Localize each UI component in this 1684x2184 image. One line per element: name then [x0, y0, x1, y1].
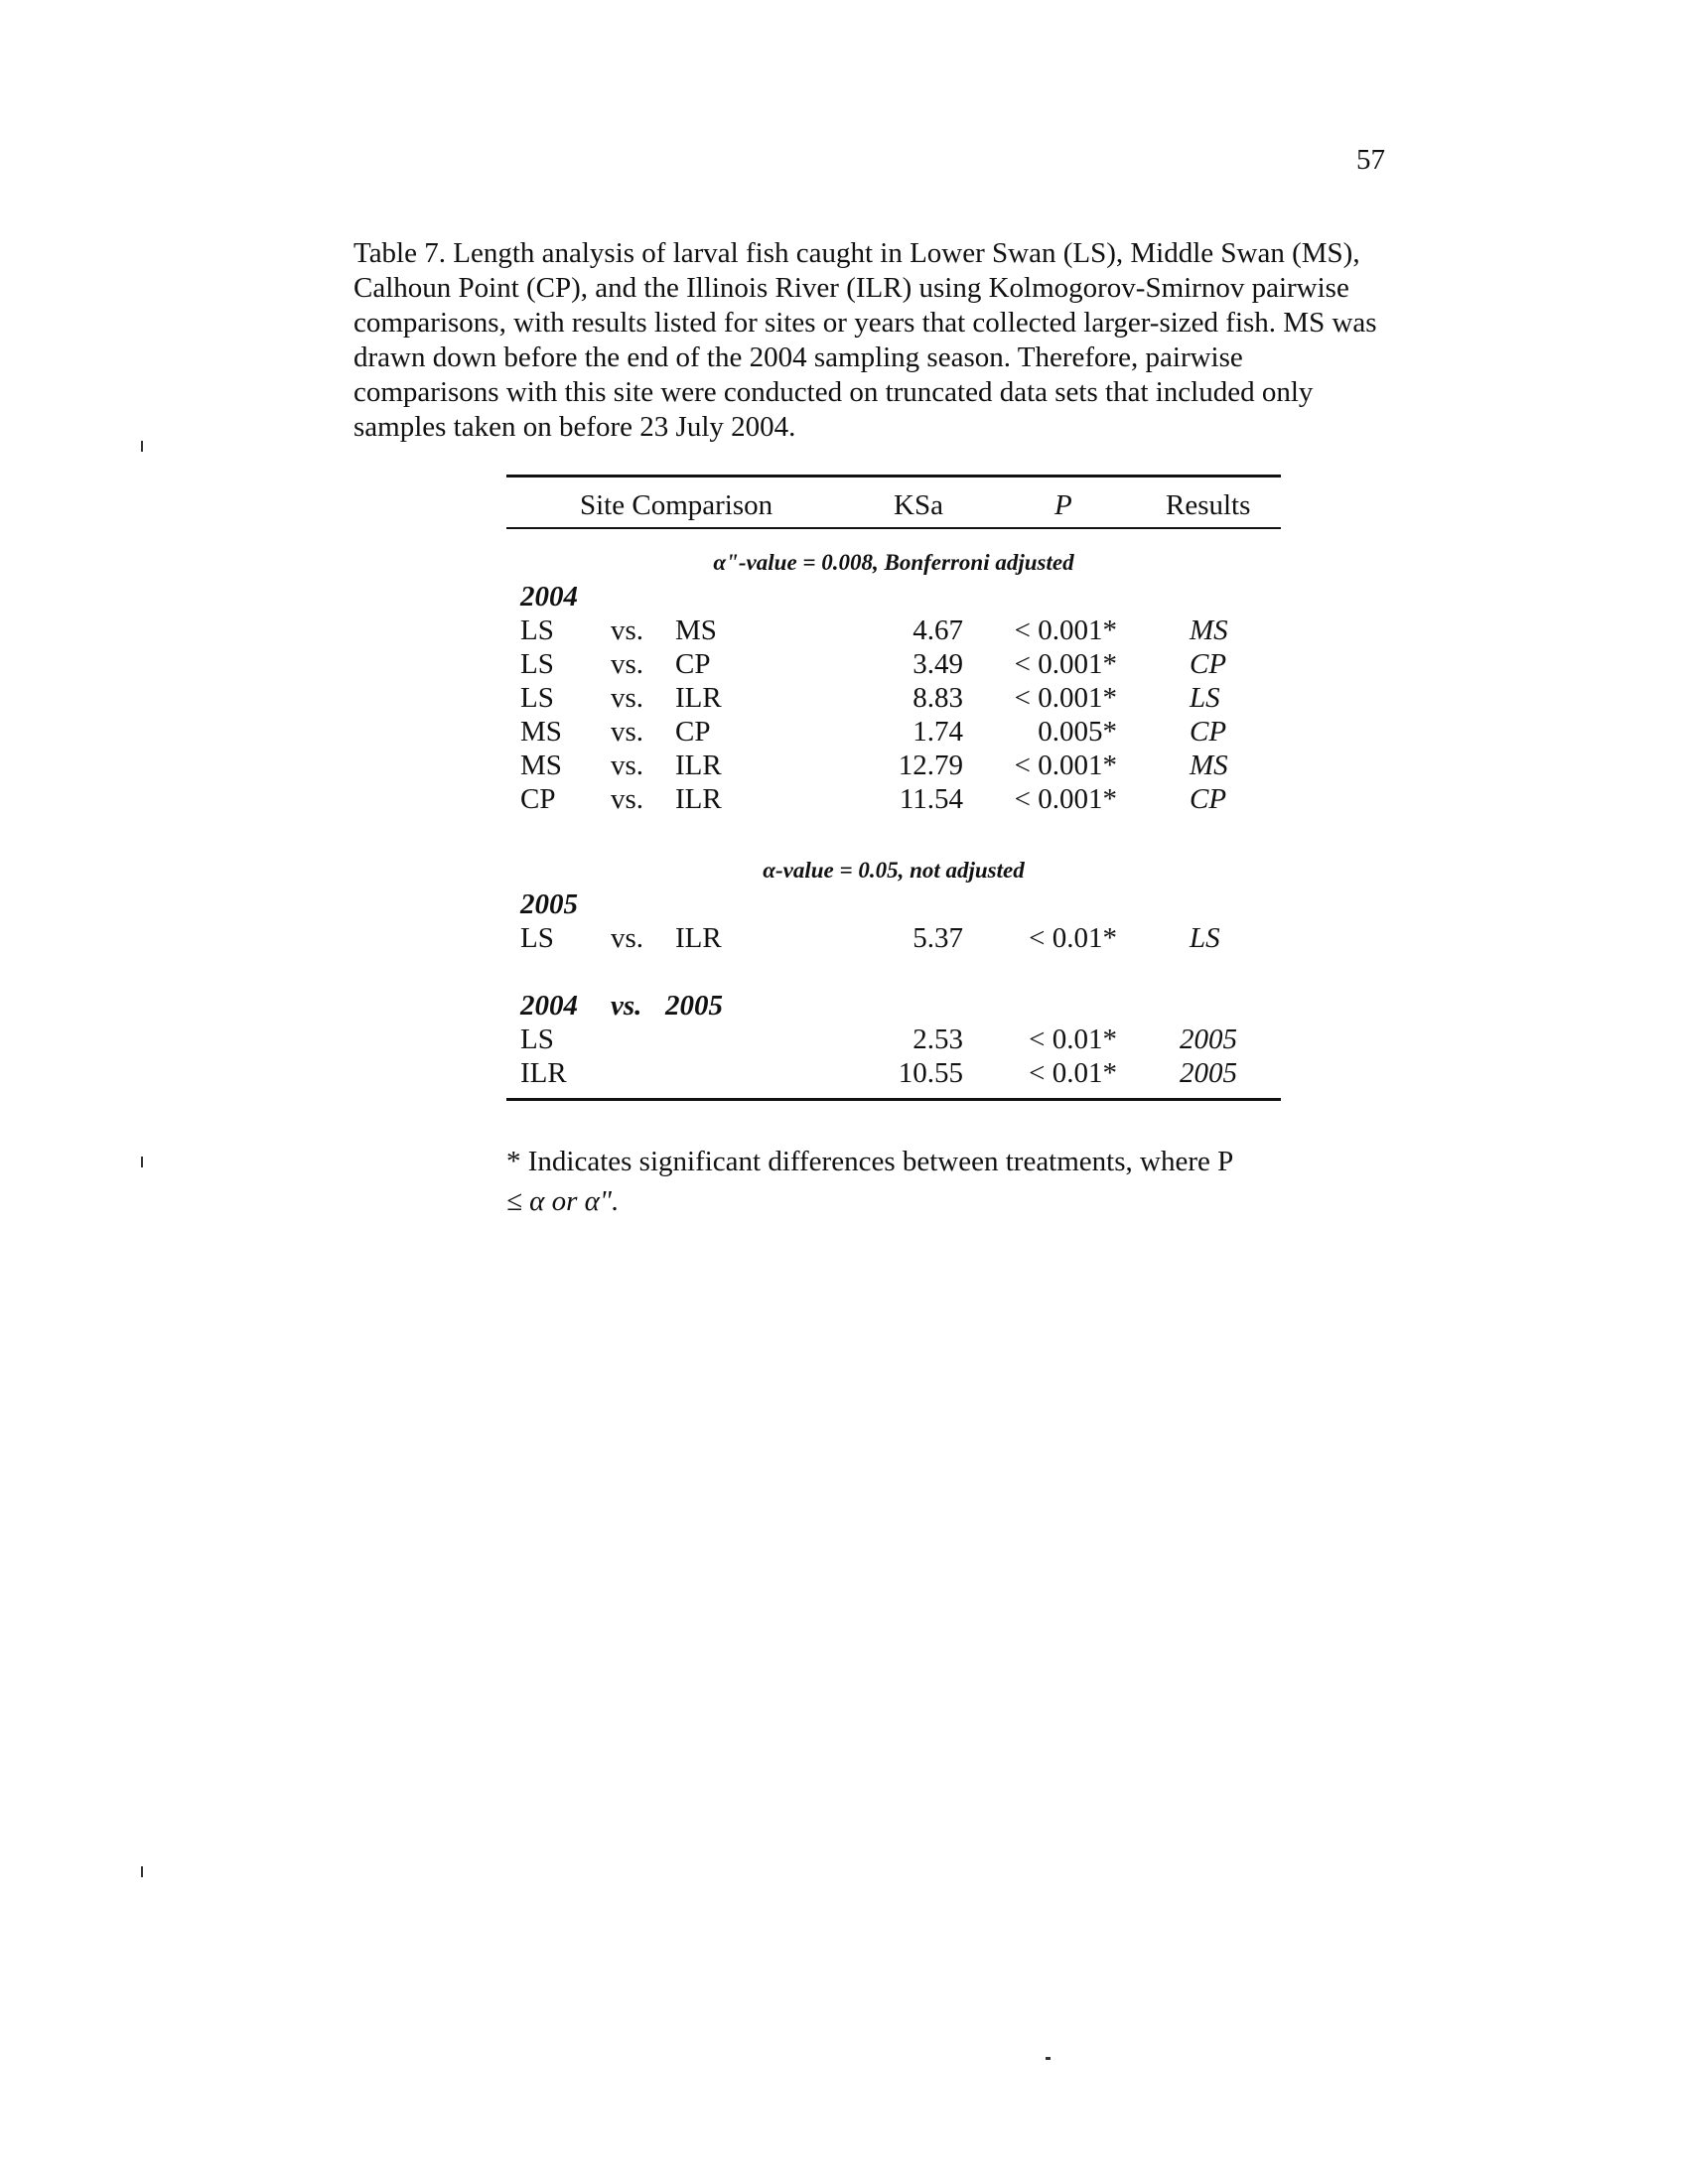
- ksa-value: 10.55: [898, 1057, 963, 1089]
- result: CP: [1190, 648, 1227, 680]
- page-number: 57: [1356, 144, 1385, 176]
- year-2005-label: 2005: [520, 888, 578, 920]
- ksa-value: 3.49: [912, 648, 963, 680]
- header-rule: [506, 527, 1281, 529]
- site-b: CP: [675, 648, 711, 680]
- ksa-value: 1.74: [912, 716, 963, 748]
- vs-label: vs.: [611, 682, 644, 714]
- result: LS: [1190, 922, 1220, 954]
- ksa-value: 2.53: [912, 1024, 963, 1055]
- vs-label: vs.: [611, 614, 644, 646]
- site-b: ILR: [675, 783, 722, 815]
- p-value: 0.005*: [1038, 716, 1117, 748]
- vs-label: vs.: [611, 750, 644, 781]
- year-2005-compare-label: 2005: [665, 990, 723, 1022]
- ksa-value: 5.37: [912, 922, 963, 954]
- p-value: < 0.01*: [1029, 1024, 1117, 1055]
- p-value: < 0.001*: [1014, 648, 1117, 680]
- p-value: < 0.001*: [1014, 614, 1117, 646]
- data-table: [506, 475, 1281, 1106]
- site-a: LS: [520, 1024, 554, 1055]
- site-a: CP: [520, 783, 556, 815]
- ksa-value: 4.67: [912, 614, 963, 646]
- header-p: P: [1054, 489, 1072, 521]
- footnote-line: * Indicates significant differences between treatments, where P: [506, 1146, 1234, 1177]
- site-a: MS: [520, 750, 562, 781]
- caption-line: drawn down before the end of the 2004 sampling season. Therefore, pairwise: [353, 341, 1243, 373]
- site-a: LS: [520, 922, 554, 954]
- ksa-value: 8.83: [912, 682, 963, 714]
- year-2004-label: 2004: [520, 581, 578, 613]
- vs-label: vs.: [611, 648, 644, 680]
- result: 2005: [1180, 1024, 1237, 1055]
- site-a: LS: [520, 648, 554, 680]
- ksa-value: 12.79: [898, 750, 963, 781]
- scan-mark: [141, 1866, 143, 1877]
- footnote-line: ≤ α or α".: [506, 1185, 620, 1217]
- result: 2005: [1180, 1057, 1237, 1089]
- table-caption: [353, 236, 1436, 445]
- caption-line: Table 7. Length analysis of larval fish caught in Lower Swan (LS), Middle Swan (MS),: [353, 237, 1360, 269]
- caption-line: samples taken on before 23 July 2004.: [353, 411, 796, 443]
- site-a: LS: [520, 682, 554, 714]
- result: CP: [1190, 716, 1227, 748]
- caption-line: comparisons with this site were conducted on truncated data sets that included only: [353, 376, 1314, 408]
- header-ksa: KSa: [894, 489, 943, 521]
- site-b: MS: [675, 614, 717, 646]
- vs-label: vs.: [611, 990, 642, 1022]
- p-value: < 0.01*: [1029, 922, 1117, 954]
- scan-mark: [141, 441, 143, 452]
- site-b: ILR: [675, 750, 722, 781]
- result: LS: [1190, 682, 1220, 714]
- alpha-bonferroni-label: α"-value = 0.008, Bonferroni adjusted: [713, 550, 1074, 575]
- p-value: < 0.001*: [1014, 783, 1117, 815]
- site-b: ILR: [675, 682, 722, 714]
- year-2004-compare-label: 2004: [520, 990, 578, 1022]
- result: CP: [1190, 783, 1227, 815]
- alpha-unadjusted-label: α-value = 0.05, not adjusted: [763, 858, 1025, 883]
- p-value: < 0.001*: [1014, 682, 1117, 714]
- result: MS: [1190, 750, 1228, 781]
- scan-mark: [1046, 2057, 1051, 2060]
- site-a: MS: [520, 716, 562, 748]
- caption-line: Calhoun Point (CP), and the Illinois River (ILR) using Kolmogorov-Smirnov pairwise: [353, 272, 1349, 304]
- vs-label: vs.: [611, 783, 644, 815]
- vs-label: vs.: [611, 716, 644, 748]
- caption-line: comparisons, with results listed for sites or years that collected larger-sized fish. MS was: [353, 307, 1377, 339]
- site-a: LS: [520, 614, 554, 646]
- vs-label: vs.: [611, 922, 644, 954]
- table-bottom-rule: [506, 1098, 1281, 1101]
- p-value: < 0.001*: [1014, 750, 1117, 781]
- site-b: CP: [675, 716, 711, 748]
- ksa-value: 11.54: [899, 783, 963, 815]
- header-site-comparison: Site Comparison: [580, 489, 773, 521]
- header-results: Results: [1166, 489, 1251, 521]
- footnote: [506, 1142, 1301, 1221]
- scan-mark: [141, 1157, 143, 1167]
- p-value: < 0.01*: [1029, 1057, 1117, 1089]
- table-top-rule: [506, 475, 1281, 478]
- result: MS: [1190, 614, 1228, 646]
- site-b: ILR: [675, 922, 722, 954]
- site-a: ILR: [520, 1057, 567, 1089]
